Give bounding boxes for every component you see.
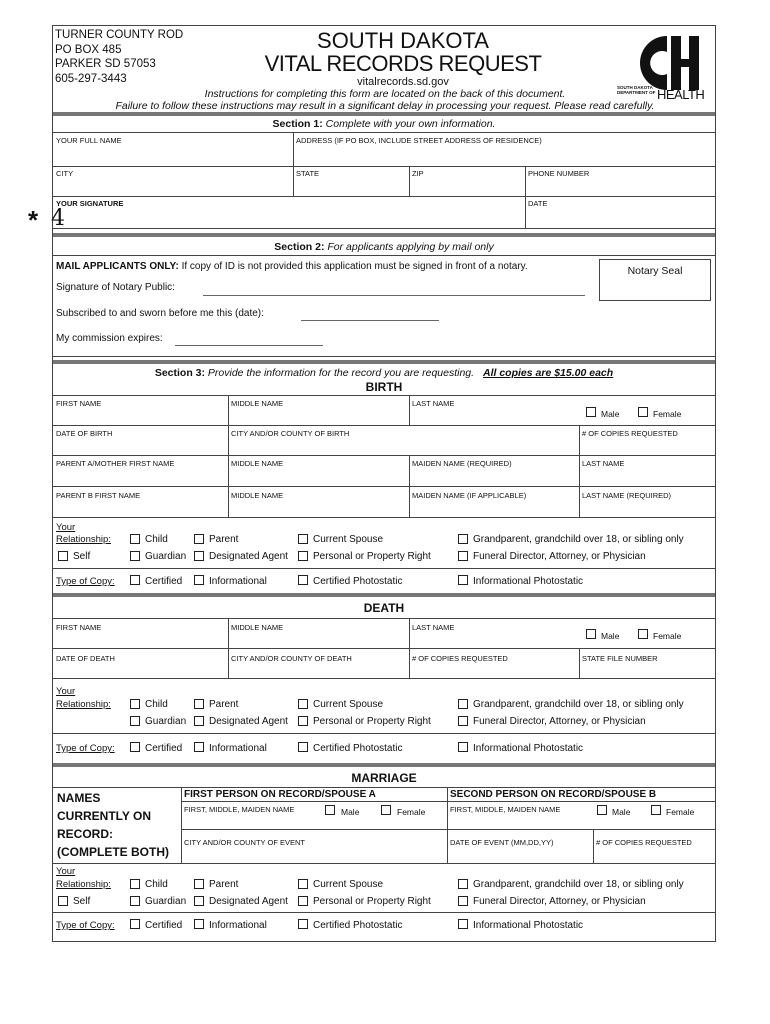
birth-female-checkbox[interactable]: [638, 407, 648, 417]
parent-label: Parent: [209, 879, 239, 890]
mail-applicants-note: [56, 261, 528, 272]
marriage-city-county-field[interactable]: CITY AND/OR COUNTY OF EVENT: [184, 838, 305, 847]
informational-label: Informational: [209, 743, 267, 754]
parent-a-maiden-field[interactable]: MAIDEN NAME (REQUIRED): [412, 459, 512, 468]
informational-label: Informational: [209, 920, 267, 931]
death-agent-checkbox[interactable]: [194, 716, 204, 726]
phone-field[interactable]: PHONE NUMBER: [528, 169, 590, 178]
parent-label: Parent: [209, 534, 239, 545]
mail-applicants-label: MAIL APPLICANTS ONLY:: [56, 261, 179, 272]
section-divider: [53, 233, 715, 237]
notary-signature-label: Signature of Notary Public:: [56, 282, 175, 293]
spouse-b-male-checkbox[interactable]: [597, 805, 607, 815]
birth-property-checkbox[interactable]: [298, 551, 308, 561]
grandparent-label: Grandparent, grandchild over 18, or sibling only: [473, 699, 684, 710]
spouse-b-name-field[interactable]: FIRST, MIDDLE, MAIDEN NAME: [450, 805, 561, 814]
section-divider: [53, 593, 715, 597]
type-of-copy-label: Type of Copy:: [56, 920, 115, 931]
marriage-parent-checkbox[interactable]: [194, 879, 204, 889]
designated-agent-label: Designated Agent: [209, 716, 288, 727]
current-spouse-label: Current Spouse: [313, 699, 384, 710]
spouse-b-female-label: Female: [666, 807, 695, 817]
death-property-checkbox[interactable]: [298, 716, 308, 726]
relationship-your: Your: [56, 866, 76, 877]
parent-b-middle-field[interactable]: MIDDLE NAME: [231, 491, 284, 500]
death-female-checkbox[interactable]: [638, 629, 648, 639]
informational-photostatic-label: Informational Photostatic: [473, 743, 584, 754]
birth-grandparent-checkbox[interactable]: [458, 534, 468, 544]
birth-copies-field[interactable]: # OF COPIES REQUESTED: [582, 429, 678, 438]
county-address: [55, 28, 183, 86]
guardian-label: Guardian: [145, 716, 187, 727]
death-band: DEATH: [363, 601, 405, 615]
section1-label: Section 1:: [272, 118, 323, 130]
death-grandparent-checkbox[interactable]: [458, 699, 468, 709]
section1-heading: [53, 118, 715, 130]
relationship-label: Relationship:: [56, 879, 111, 890]
website: vitalrecords.sd.gov: [357, 76, 449, 88]
informational-photostatic-label: Informational Photostatic: [473, 576, 584, 587]
marriage-informational-checkbox[interactable]: [194, 919, 204, 929]
form-title-state: SOUTH DAKOTA: [317, 28, 489, 53]
marriage-copies-field[interactable]: # OF COPIES REQUESTED: [596, 838, 692, 847]
section1-instruction: Complete with your own information.: [325, 118, 496, 130]
first-person-heading: FIRST PERSON ON RECORD/SPOUSE A: [184, 789, 376, 800]
date-of-death-field[interactable]: DATE OF DEATH: [56, 654, 115, 663]
sd-health-logo: [615, 30, 711, 100]
section3-label: Section 3:: [154, 367, 205, 379]
instructions-warning: Failure to follow these instructions may result in a significant delay in processing your request. Please read carefully.: [115, 100, 655, 112]
marriage-certified-checkbox[interactable]: [130, 919, 140, 929]
marriage-date-field[interactable]: DATE OF EVENT (MM,DD,YY): [450, 838, 554, 847]
spouse-a-female-checkbox[interactable]: [381, 805, 391, 815]
birth-male-checkbox[interactable]: [586, 407, 596, 417]
relationship-label: Relationship:: [56, 534, 111, 545]
marriage-agent-checkbox[interactable]: [194, 896, 204, 906]
birth-band: BIRTH: [365, 380, 403, 394]
instructions-line: Instructions for completing this form are located on the back of this document.: [204, 88, 566, 100]
birth-last-name-field[interactable]: LAST NAME: [412, 399, 455, 408]
current-spouse-label: Current Spouse: [313, 879, 384, 890]
notary-signature-line[interactable]: [203, 295, 585, 296]
birth-middle-name-field[interactable]: MIDDLE NAME: [231, 399, 284, 408]
marriage-guardian-checkbox[interactable]: [130, 896, 140, 906]
current-spouse-label: Current Spouse: [313, 534, 384, 545]
informational-photostatic-label: Informational Photostatic: [473, 920, 584, 931]
spouse-a-name-field[interactable]: FIRST, MIDDLE, MAIDEN NAME: [184, 805, 295, 814]
relationship-your: Your: [56, 686, 76, 697]
names-line: NAMES: [57, 791, 101, 805]
marriage-band: MARRIAGE: [351, 771, 417, 785]
birth-guardian-checkbox[interactable]: [130, 551, 140, 561]
copies-price-note: All copies are $15.00 each: [483, 367, 614, 379]
birth-parent-checkbox[interactable]: [194, 534, 204, 544]
full-name-field[interactable]: YOUR FULL NAME: [56, 136, 122, 145]
parent-a-middle-field[interactable]: MIDDLE NAME: [231, 459, 284, 468]
spouse-a-female-label: Female: [397, 807, 426, 817]
names-line: CURRENTLY ON: [57, 809, 152, 823]
birth-funeral-checkbox[interactable]: [458, 551, 468, 561]
personal-property-label: Personal or Property Right: [313, 551, 431, 562]
marriage-info-photostatic-checkbox[interactable]: [458, 919, 468, 929]
personal-property-label: Personal or Property Right: [313, 716, 431, 727]
certified-photostatic-label: Certified Photostatic: [313, 920, 403, 931]
relationship-label: Relationship:: [56, 699, 111, 710]
death-cert-photostatic-checkbox[interactable]: [298, 742, 308, 752]
address-field[interactable]: ADDRESS (IF PO BOX, INCLUDE STREET ADDRESS OF RESIDENCE): [296, 136, 542, 145]
names-line: RECORD:: [57, 827, 113, 841]
birth-informational-checkbox[interactable]: [194, 575, 204, 585]
certified-label: Certified: [145, 920, 183, 931]
death-guardian-checkbox[interactable]: [130, 716, 140, 726]
designated-agent-label: Designated Agent: [209, 551, 288, 562]
birth-male-label: Male: [601, 409, 620, 419]
child-label: Child: [145, 534, 168, 545]
second-person-heading: SECOND PERSON ON RECORD/SPOUSE B: [450, 789, 657, 800]
birth-info-photostatic-checkbox[interactable]: [458, 575, 468, 585]
mail-applicants-text: If copy of ID is not provided this application must be signed in front of a notary.: [181, 261, 528, 272]
address-line: TURNER COUNTY ROD: [55, 29, 184, 41]
certified-photostatic-label: Certified Photostatic: [313, 743, 403, 754]
death-informational-checkbox[interactable]: [194, 742, 204, 752]
death-parent-checkbox[interactable]: [194, 699, 204, 709]
birth-certified-checkbox[interactable]: [130, 575, 140, 585]
section2-label: Section 2:: [274, 241, 325, 253]
death-city-county-field[interactable]: CITY AND/OR COUNTY OF DEATH: [231, 654, 352, 663]
marriage-spouse-checkbox[interactable]: [298, 879, 308, 889]
birth-agent-checkbox[interactable]: [194, 551, 204, 561]
birth-cert-photostatic-checkbox[interactable]: [298, 575, 308, 585]
death-copies-field[interactable]: # OF COPIES REQUESTED: [412, 654, 508, 663]
parent-b-first-field[interactable]: PARENT B FIRST NAME: [56, 491, 141, 500]
names-on-record-label: [57, 789, 169, 861]
subscribed-date-line[interactable]: [301, 320, 439, 321]
section-divider: [53, 112, 715, 116]
grandparent-label: Grandparent, grandchild over 18, or sibling only: [473, 534, 684, 545]
death-funeral-checkbox[interactable]: [458, 716, 468, 726]
marriage-property-checkbox[interactable]: [298, 896, 308, 906]
commission-label: My commission expires:: [56, 333, 163, 344]
section2-heading: [53, 241, 715, 253]
marriage-funeral-checkbox[interactable]: [458, 896, 468, 906]
funeral-label: Funeral Director, Attorney, or Physician: [473, 551, 646, 562]
logo-health-text: HEALTH: [657, 87, 705, 102]
grandparent-label: Grandparent, grandchild over 18, or sibling only: [473, 879, 684, 890]
state-field[interactable]: STATE: [296, 169, 320, 178]
address-line: 605-297-3443: [55, 72, 127, 85]
marriage-child-checkbox[interactable]: [130, 879, 140, 889]
parent-a-first-field[interactable]: PARENT A/MOTHER FIRST NAME: [56, 459, 175, 468]
signature-star: *: [28, 205, 39, 235]
death-spouse-checkbox[interactable]: [298, 699, 308, 709]
names-line: (COMPLETE BOTH): [57, 845, 169, 859]
birth-female-label: Female: [653, 409, 682, 419]
child-label: Child: [145, 699, 168, 710]
signature-mark: 4: [51, 206, 65, 231]
funeral-label: Funeral Director, Attorney, or Physician: [473, 716, 646, 727]
guardian-label: Guardian: [145, 896, 187, 907]
parent-b-maiden-field[interactable]: MAIDEN NAME (IF APPLICABLE): [412, 491, 527, 500]
certified-photostatic-label: Certified Photostatic: [313, 576, 403, 587]
parent-a-last-field[interactable]: LAST NAME: [582, 459, 625, 468]
birth-spouse-checkbox[interactable]: [298, 534, 308, 544]
spouse-a-male-label: Male: [341, 807, 360, 817]
death-info-photostatic-checkbox[interactable]: [458, 742, 468, 752]
section-divider: [53, 763, 715, 767]
marriage-grandparent-checkbox[interactable]: [458, 879, 468, 889]
parent-label: Parent: [209, 699, 239, 710]
address-line: PARKER SD 57053: [55, 58, 156, 70]
spouse-b-female-checkbox[interactable]: [651, 805, 661, 815]
informational-label: Informational: [209, 576, 267, 587]
birth-first-name-field[interactable]: FIRST NAME: [56, 399, 102, 408]
birth-child-checkbox[interactable]: [130, 534, 140, 544]
type-of-copy-label: Type of Copy:: [56, 743, 115, 754]
section3-heading: [53, 367, 715, 379]
form-title: VITAL RECORDS REQUEST: [264, 51, 542, 76]
date-field[interactable]: DATE: [528, 199, 548, 208]
death-male-checkbox[interactable]: [586, 629, 596, 639]
date-of-birth-field[interactable]: DATE OF BIRTH: [56, 429, 113, 438]
funeral-label: Funeral Director, Attorney, or Physician: [473, 896, 646, 907]
state-file-number-field[interactable]: STATE FILE NUMBER: [582, 654, 658, 663]
logo-small-text: SOUTH DAKOTA DEPARTMENT OF: [617, 85, 656, 95]
notary-seal-box: Notary Seal: [599, 259, 711, 301]
death-child-checkbox[interactable]: [130, 699, 140, 709]
death-certified-checkbox[interactable]: [130, 742, 140, 752]
section2-instruction: For applicants applying by mail only: [327, 241, 494, 253]
zip-field[interactable]: ZIP: [412, 169, 424, 178]
marriage-cert-photostatic-checkbox[interactable]: [298, 919, 308, 929]
certified-label: Certified: [145, 576, 183, 587]
type-of-copy-label: Type of Copy:: [56, 576, 115, 587]
address-line: PO BOX 485: [55, 43, 122, 56]
signature-field[interactable]: YOUR SIGNATURE: [56, 199, 124, 208]
commission-date-line[interactable]: [175, 345, 323, 346]
personal-property-label: Personal or Property Right: [313, 896, 431, 907]
self-label: Self: [73, 551, 91, 562]
parent-b-last-field[interactable]: LAST NAME (REQUIRED): [582, 491, 672, 500]
self-label: Self: [73, 896, 91, 907]
death-middle-name-field[interactable]: MIDDLE NAME: [231, 623, 284, 632]
relationship-your: Your: [56, 522, 76, 533]
marriage-self-checkbox[interactable]: [58, 896, 68, 906]
spouse-b-male-label: Male: [612, 807, 631, 817]
spouse-a-male-checkbox[interactable]: [325, 805, 335, 815]
city-field[interactable]: CITY: [56, 169, 74, 178]
death-male-label: Male: [601, 631, 620, 641]
death-first-name-field[interactable]: FIRST NAME: [56, 623, 102, 632]
vital-records-form: [52, 25, 716, 942]
subscribed-label: Subscribed to and sworn before me this (date):: [56, 308, 264, 319]
section-divider: [53, 360, 715, 364]
guardian-label: Guardian: [145, 551, 187, 562]
designated-agent-label: Designated Agent: [209, 896, 288, 907]
birth-city-county-field[interactable]: CITY AND/OR COUNTY OF BIRTH: [231, 429, 350, 438]
birth-self-checkbox[interactable]: [58, 551, 68, 561]
child-label: Child: [145, 879, 168, 890]
section3-instruction: Provide the information for the record you are requesting.: [207, 367, 475, 379]
death-last-name-field[interactable]: LAST NAME: [412, 623, 455, 632]
certified-label: Certified: [145, 743, 183, 754]
death-female-label: Female: [653, 631, 682, 641]
